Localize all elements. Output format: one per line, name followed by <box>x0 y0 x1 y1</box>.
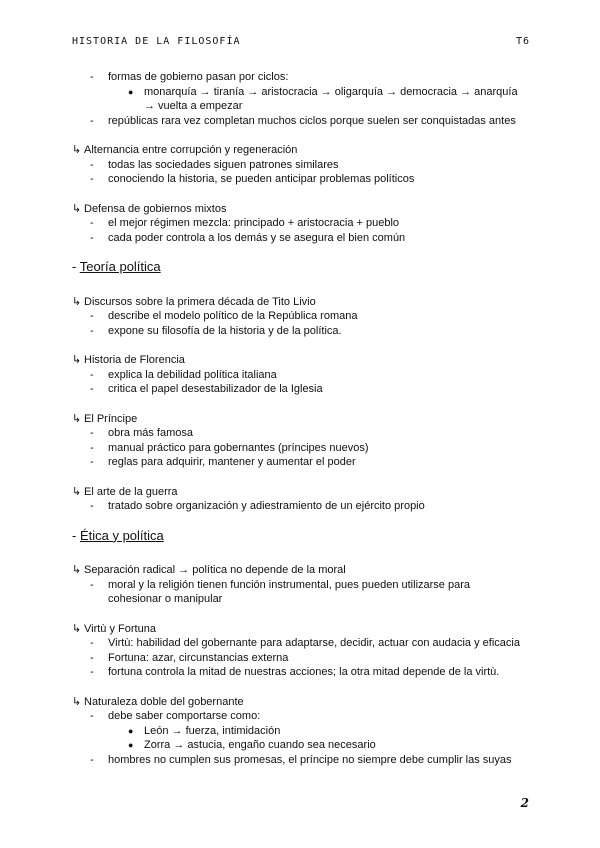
list-item <box>72 753 542 768</box>
list-item <box>72 231 542 246</box>
list-item-text: fortuna controla la mitad de nuestras acciones; la otra mitad depende de la virtù. <box>108 666 500 678</box>
return-arrow-icon: ↳ <box>72 622 82 635</box>
bullet-text: León → fuerza, intimidación <box>144 724 281 737</box>
notes-body <box>72 70 542 782</box>
topic-label: Ética y política <box>79 527 164 543</box>
section-alternancia <box>72 143 542 187</box>
subheading-text: El Príncipe <box>84 412 138 425</box>
dash-marker: - <box>90 753 94 766</box>
dash-marker: - <box>90 456 94 468</box>
dash-marker: - <box>90 500 94 512</box>
dash-marker: - <box>90 310 94 322</box>
subheading-text: Defensa de gobiernos mixtos <box>84 202 227 215</box>
list-item-text: hombres no cumplen sus promesas, el príncipe no siempre debe cumplir las suyas <box>108 753 512 766</box>
bullet-icon: ● <box>128 725 134 736</box>
list-item <box>72 382 542 397</box>
dash-marker: - <box>90 71 94 83</box>
list-item-text: reglas para adquirir, mantener y aumentar el poder <box>108 456 356 468</box>
dash-marker: - <box>90 710 94 722</box>
list-item <box>72 455 542 470</box>
list-item <box>72 441 542 456</box>
topic-heading-teoria-politica <box>72 260 542 275</box>
list-item <box>72 368 542 383</box>
list-item <box>72 578 542 607</box>
subheading-text: Discursos sobre la primera década de Tito Livio <box>84 295 316 308</box>
list-item-text: Virtù: habilidad del gobernante para adaptarse, decidir, actuar con audacia y eficacia <box>108 637 520 649</box>
list-item <box>72 158 542 173</box>
list-item-text: formas de gobierno pasan por ciclos: <box>108 71 289 83</box>
list-item <box>72 324 542 339</box>
return-arrow-icon: ↳ <box>72 485 82 498</box>
dash-marker: - <box>90 217 94 229</box>
list-item <box>72 499 542 514</box>
dash-marker: - <box>90 441 94 454</box>
list-item <box>72 172 542 187</box>
list-item-text-line: cohesionar o manipular <box>108 593 223 605</box>
page-header <box>72 36 530 52</box>
list-item <box>72 114 542 129</box>
subheading <box>72 295 542 310</box>
section-naturaleza-doble <box>72 695 542 768</box>
list-item-text: todas las sociedades siguen patrones similares <box>108 158 339 171</box>
section-arte-guerra <box>72 485 542 514</box>
bullet-text-line: monarquía → tiranía → aristocracia → oligarquía → democracia → anarquía <box>144 85 518 98</box>
bullet-item <box>72 85 542 114</box>
dash-marker: - <box>90 368 94 381</box>
list-item-text: el mejor régimen mezcla: principado + aristocracia + pueblo <box>108 217 400 229</box>
list-item <box>72 216 542 231</box>
bullet-text: Zorra → astucia, engaño cuando sea necesario <box>144 739 376 751</box>
bullet-icon: ● <box>128 740 134 750</box>
section-gobiernos-mixtos <box>72 202 542 246</box>
topic-label: Teoría política <box>79 259 161 274</box>
dash-marker: - <box>90 158 94 171</box>
return-arrow-icon: ↳ <box>72 564 82 576</box>
subheading <box>72 143 542 158</box>
list-item-text: critica el papel desestabilizador de la Iglesia <box>108 383 323 395</box>
list-item <box>72 636 542 651</box>
section-discursos <box>72 295 542 339</box>
list-item <box>72 709 542 724</box>
dash-marker: - <box>90 427 94 439</box>
subheading <box>72 353 542 368</box>
return-arrow-icon: ↳ <box>72 295 82 308</box>
list-item <box>72 426 542 441</box>
list-item-text: tratado sobre organización y adiestramiento de un ejército propio <box>108 500 425 512</box>
subheading-text: Virtù y Fortuna <box>84 622 156 635</box>
return-arrow-icon: ↳ <box>72 144 82 156</box>
return-arrow-icon: ↳ <box>72 354 82 366</box>
section-cycles <box>72 70 542 128</box>
bullet-icon: ● <box>128 86 134 97</box>
list-item-text: expone su filosofía de la historia y de la política. <box>108 324 342 337</box>
list-item <box>72 651 542 666</box>
subheading-text: Historia de Florencia <box>84 354 185 366</box>
return-arrow-icon: ↳ <box>72 695 82 708</box>
list-item <box>72 70 542 85</box>
page-number: 2 <box>520 796 529 810</box>
section-historia-florencia <box>72 353 542 397</box>
section-virtu-fortuna <box>72 622 542 680</box>
list-item-text: cada poder controla a los demás y se asegura el bien común <box>108 231 406 244</box>
list-item <box>72 665 542 680</box>
dash-marker: - <box>90 231 94 244</box>
list-item-text: manual práctico para gobernantes (príncipes nuevos) <box>108 441 369 454</box>
return-arrow-icon: ↳ <box>72 202 82 215</box>
return-arrow-icon: ↳ <box>72 412 82 425</box>
bullet-item <box>72 724 542 739</box>
subheading <box>72 622 542 637</box>
list-item-text: repúblicas rara vez completan muchos ciclos porque suelen ser conquistadas antes <box>108 114 516 127</box>
subheading <box>72 412 542 427</box>
dash-marker: - <box>90 324 94 337</box>
list-item-text: obra más famosa <box>108 427 193 439</box>
subheading-text: Separación radical → política no depende de la moral <box>84 564 346 576</box>
list-item-text: describe el modelo político de la República romana <box>108 310 358 322</box>
dash-marker: - <box>90 114 94 127</box>
unit-code: T6 <box>515 36 530 47</box>
subheading-text: El arte de la guerra <box>84 485 178 498</box>
bullet-item <box>72 738 542 753</box>
subheading-text: Naturaleza doble del gobernante <box>84 695 244 708</box>
dash-marker: - <box>90 651 94 664</box>
subheading-text: Alternancia entre corrupción y regeneración <box>84 144 298 156</box>
subheading <box>72 695 542 710</box>
list-item-text-line: moral y la religión tienen función instrumental, pues pueden utilizarse para <box>108 578 470 591</box>
subheading <box>72 485 542 500</box>
bullet-text-line: → vuelta a empezar <box>144 100 243 112</box>
list-item <box>72 309 542 324</box>
list-item-text: explica la debilidad política italiana <box>108 368 277 381</box>
dash-marker: - <box>90 578 94 591</box>
dash-marker: - <box>90 637 94 649</box>
subheading <box>72 202 542 217</box>
document-title: HISTORIA DE LA FILOSOFÍA <box>72 36 241 47</box>
list-item-text: conociendo la historia, se pueden anticipar problemas políticos <box>108 173 415 185</box>
list-item-text: debe saber comportarse como: <box>108 710 261 722</box>
topic-prefix: - <box>72 527 80 543</box>
dash-marker: - <box>90 383 94 395</box>
section-el-principe <box>72 412 542 470</box>
topic-heading-etica-politica <box>72 529 542 544</box>
section-separacion-radical <box>72 563 542 607</box>
list-item-text: Fortuna: azar, circunstancias externa <box>108 651 289 664</box>
subheading <box>72 563 542 578</box>
topic-prefix: - <box>72 259 80 274</box>
dash-marker: - <box>90 666 94 678</box>
dash-marker: - <box>90 173 94 185</box>
